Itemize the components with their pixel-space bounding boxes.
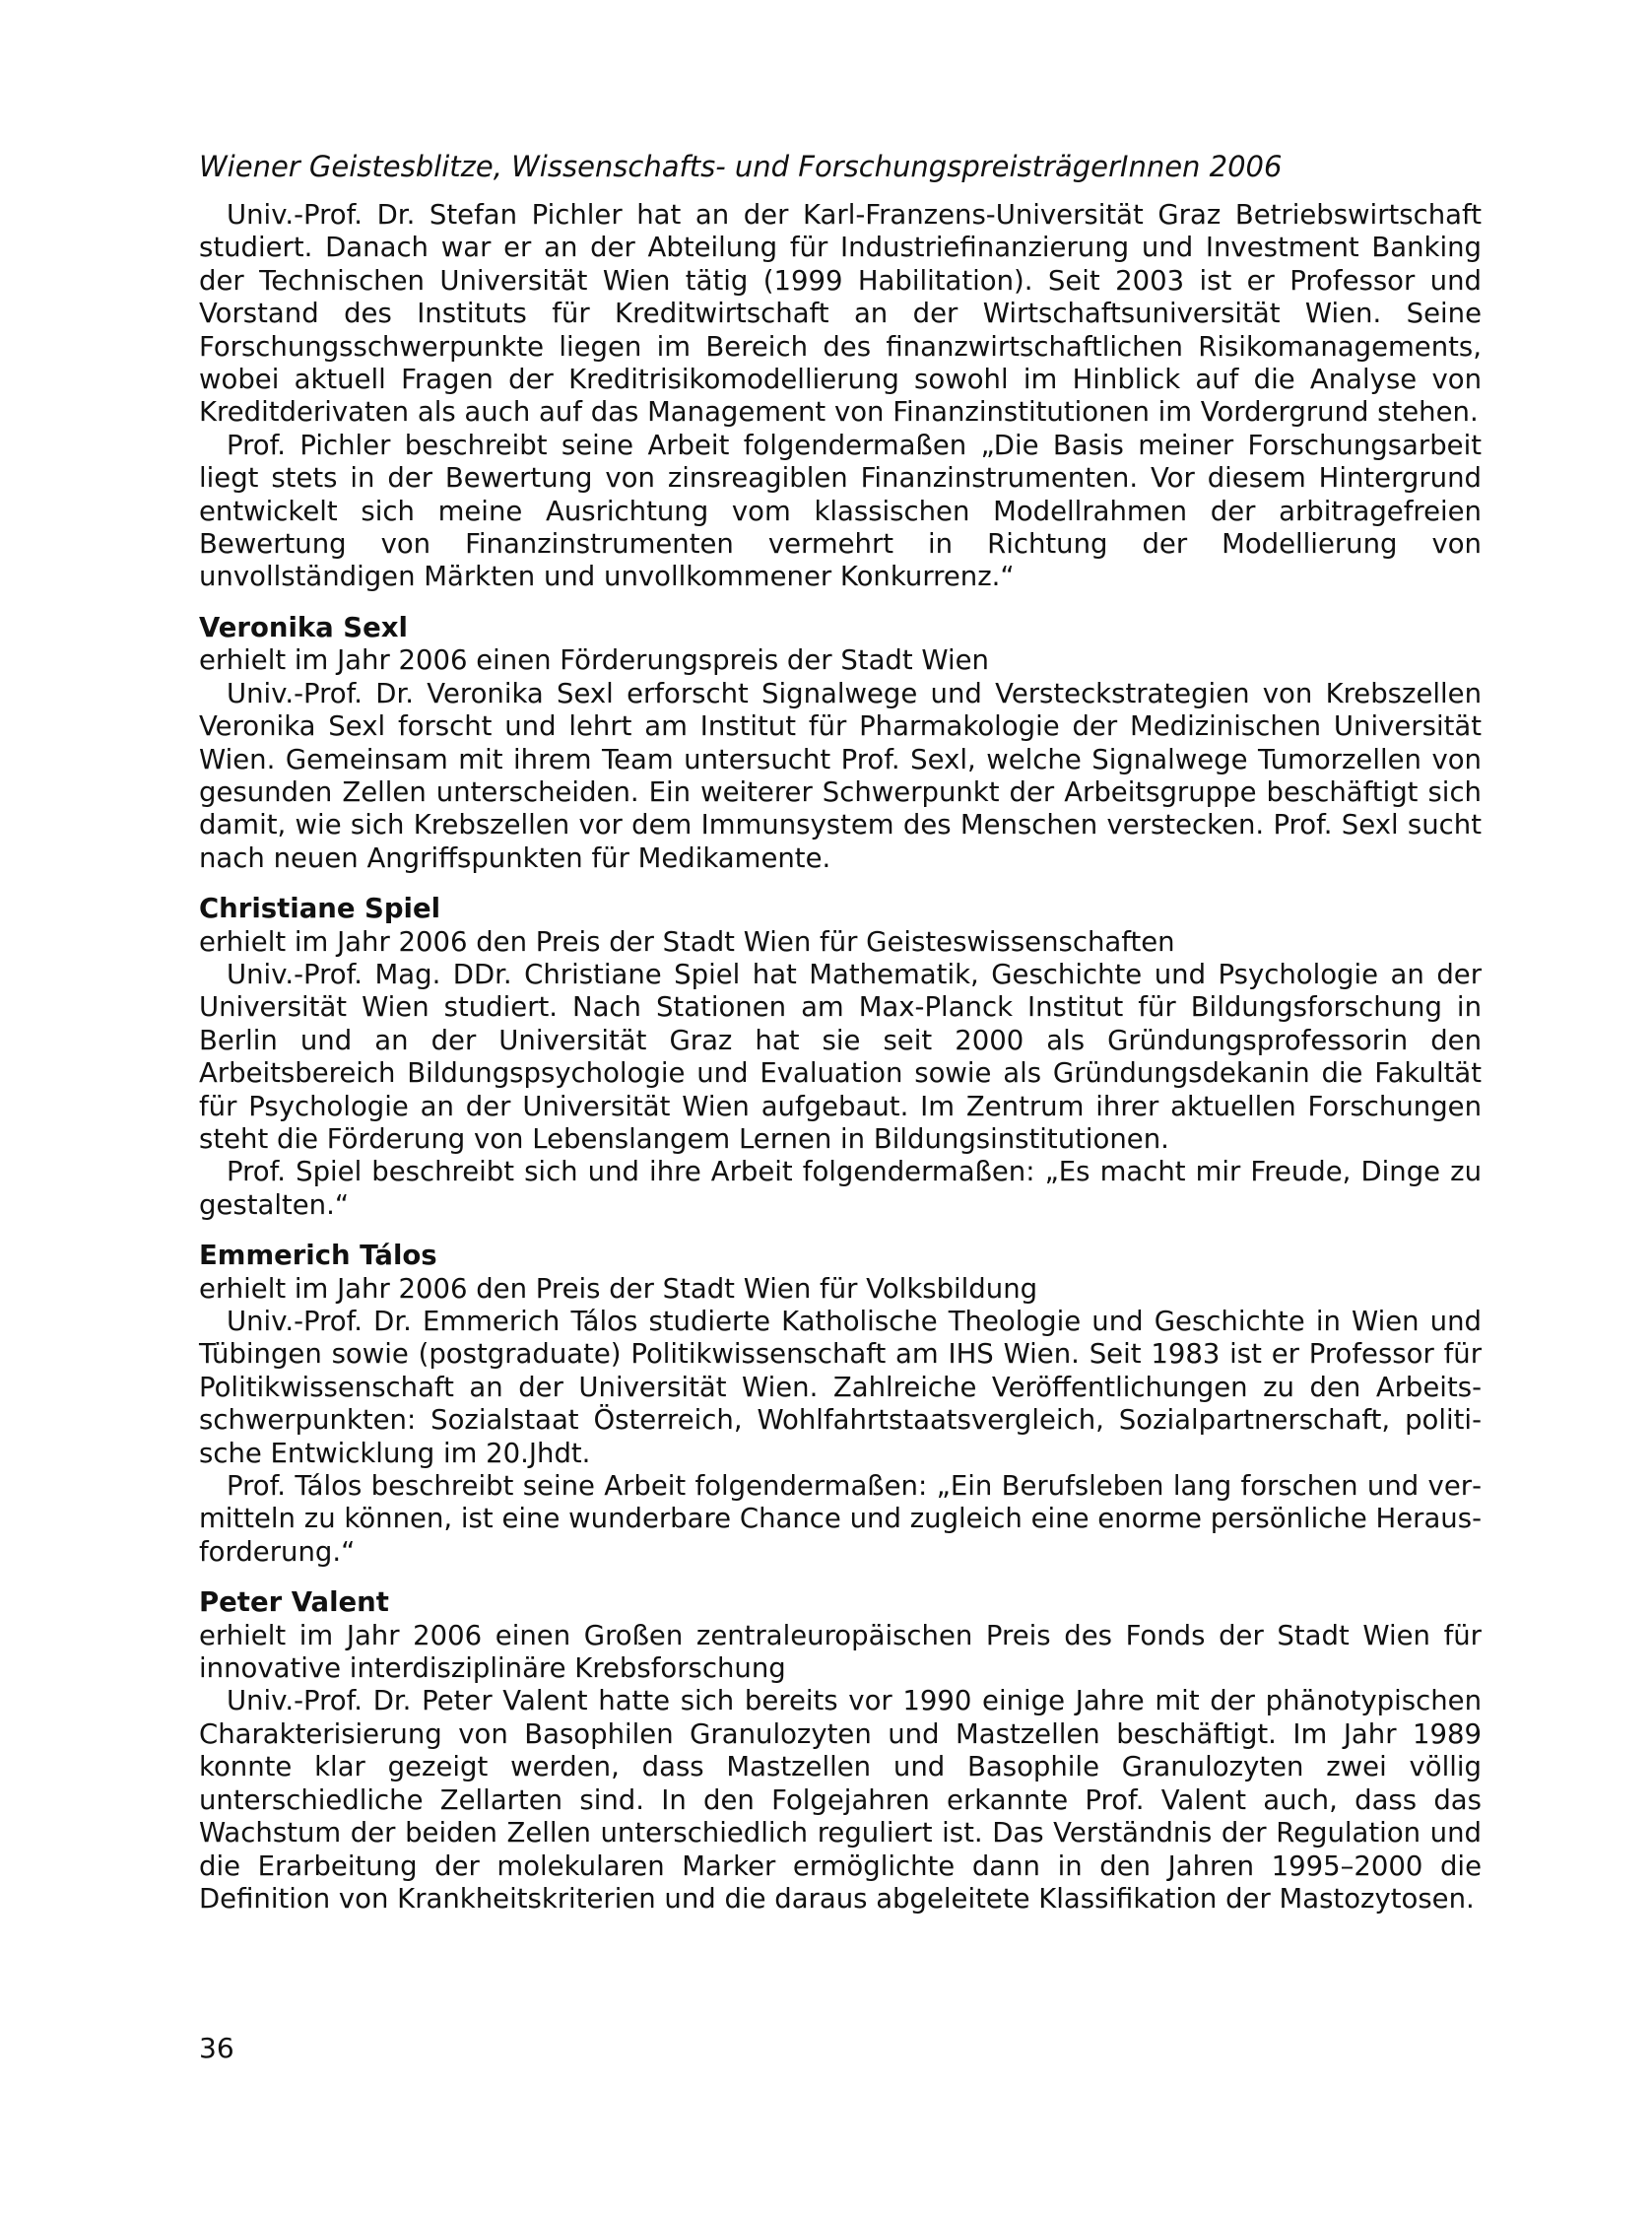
paragraph: Univ.-Prof. Dr. Peter Valent hatte sich bereits vor 1990 einige Jahre mit der phänotypischen Charakterisierung von Basophilen Granulozyten und Mastzellen beschäftigt. Im Jahr 1989 konnte klar gezeigt werden, dass Mastzellen und Basophile Granulozyten zwei völlig unterschiedliche Zellarten sind. In den Folgejahren erkannte Prof. Valent auch, dass das Wachstum der beiden Zellen unterschiedlich reguliert ist. Das Verständnis der Regulation und die Erarbeitung der molekularen Marker ermöglichte dann in den Jahren 1995–2000 die Definition von Krankheitskriterien und die daraus abgeleitete Klassifikation der Mastozytosen. xyxy=(199,1685,1482,1915)
entry-name: Peter Valent xyxy=(199,1586,389,1619)
entry-christiane-spiel xyxy=(199,893,1482,1222)
document-page xyxy=(199,148,1482,1916)
paragraph: Prof. Tálos beschreibt seine Arbeit folgendermaßen: „Ein Berufsleben lang forschen und vermitteln zu können, ist eine wunderbare Chance und zugleich eine enorme persönliche Herausforderung.“ xyxy=(199,1470,1482,1568)
entry-award: erhielt im Jahr 2006 einen Förderungspreis der Stadt Wien xyxy=(199,644,989,677)
entry-peter-valent xyxy=(199,1586,1482,1916)
paragraph: Prof. Spiel beschreibt sich und ihre Arbeit folgendermaßen: „Es macht mir Freude, Dinge zu gestalten.“ xyxy=(199,1156,1482,1221)
paragraph: Prof. Pichler beschreibt seine Arbeit folgendermaßen „Die Basis meiner Forschungsarbeit liegt stets in der Bewertung von zinsreagiblen Finanzinstrumenten. Vor diesem Hintergrund entwickelt sich meine Ausrichtung vom klassischen Modellrahmen der arbitragefreien Bewertung von Finanzinstrumenten vermehrt in Richtung der Modellierung von unvollständigen Märkten und unvollkommener Konkurrenz.“ xyxy=(199,429,1482,593)
paragraph: Univ.-Prof. Dr. Stefan Pichler hat an der Karl-Franzens-Universität Graz Betriebswirtschaft studiert. Danach war er an der Abteilung für Industriefinanzierung und Investment Banking der Technischen Universität Wien tätig (1999 Habilitation). Seit 2003 ist er Professor und Vorstand des Instituts für Kreditwirtschaft an der Wirtschaftsuniversität Wien. Seine Forschungsschwerpunkte liegen im Bereich des finanzwirtschaftlichen Risikomanagements, wobei aktuell Fragen der Kreditrisikomodellierung sowohl im Hinblick auf die Analyse von Kreditderivaten als auch auf das Management von Finanzinstitutionen im Vordergrund stehen. xyxy=(199,199,1482,429)
paragraph: Univ.-Prof. Mag. DDr. Christiane Spiel hat Mathematik, Geschichte und Psychologie an der Universität Wien studiert. Nach Stationen am Max-Planck Institut für Bildungsforschung in Berlin und an der Universität Graz hat sie seit 2000 als Gründungsprofessorin den Arbeitsbereich Bildungspsychologie und Evaluation sowie als Gründungsdekanin die Fakultät für Psychologie an der Universität Wien aufgebaut. Im Zentrum ihrer aktuellen Forschungen steht die Förderung von Lebenslangem Lernen in Bildungsinstitutionen. xyxy=(199,958,1482,1155)
entry-award: erhielt im Jahr 2006 den Preis der Stadt Wien für Volksbildung xyxy=(199,1272,1038,1305)
paragraph: Univ.-Prof. Dr. Veronika Sexl erforscht Signalwege und Versteckstrategien von Krebszellen Veronika Sexl forscht und lehrt am Institut für Pharmakologie der Medizinischen Universität Wien. Gemeinsam mit ihrem Team untersucht Prof. Sexl, welche Signalwege Tumorzellen von gesunden Zellen unterscheiden. Ein weiterer Schwerpunkt der Arbeitsgruppe beschäftigt sich damit, wie sich Krebszellen vor dem Immunsystem des Menschen verstecken. Prof. Sexl sucht nach neuen Angriffspunkten für Medikamente. xyxy=(199,677,1482,874)
entry-name: Veronika Sexl xyxy=(199,611,408,643)
entry-name: Christiane Spiel xyxy=(199,893,441,925)
document-body xyxy=(199,199,1482,1916)
entry-emmerich-talos xyxy=(199,1240,1482,1569)
paragraph: Univ.-Prof. Dr. Emmerich Tálos studierte Katholische Theologie und Geschichte in Wien und Tübingen sowie (postgraduate) Politikwissenschaft am IHS Wien. Seit 1983 ist er Professor für Politikwissenschaft an der Universität Wien. Zahlreiche Veröffentlichungen zu den Arbeitsschwerpunkten: Sozialstaat Österreich, Wohlfahrtstaatsvergleich, Sozialpartnerschaft, politische Entwicklung im 20.Jhdt. xyxy=(199,1306,1482,1469)
page-number: 36 xyxy=(199,2032,234,2064)
entry-veronika-sexl xyxy=(199,612,1482,875)
entry-award: erhielt im Jahr 2006 einen Großen zentraleuropäischen Preis des Fonds der Stadt Wien für innovative interdisziplinäre Krebsforschung xyxy=(199,1619,1482,1685)
intro-section xyxy=(199,199,1482,594)
running-header: Wiener Geistesblitze, Wissenschafts- und ForschungspreisträgerInnen 2006 xyxy=(199,150,1283,183)
entry-award: erhielt im Jahr 2006 den Preis der Stadt Wien für Geisteswissenschaften xyxy=(199,925,1175,958)
entry-name: Emmerich Tálos xyxy=(199,1240,437,1272)
